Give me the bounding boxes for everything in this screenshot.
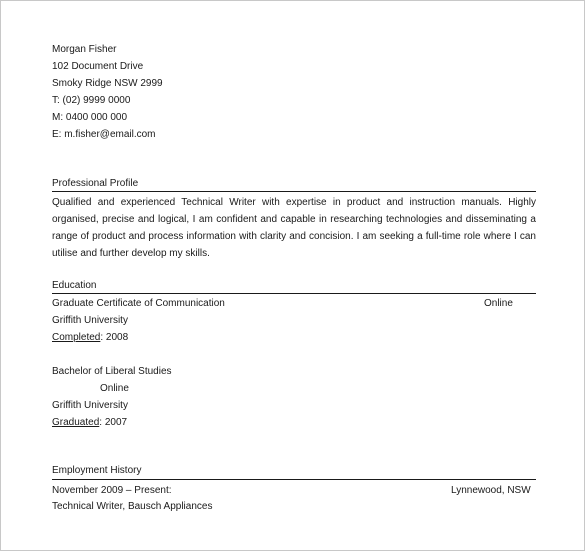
section-heading-profile: Professional Profile	[52, 178, 139, 189]
education-entry-2-status	[52, 417, 127, 429]
education-entry-1-status-label: Completed	[52, 332, 101, 343]
contact-mobile: M: 0400 000 000	[52, 112, 128, 123]
education-entry-1-institution: Griffith University	[52, 315, 128, 326]
profile-paragraph: Qualified and experienced Technical Writer with expertise in product and instruction manuals. Highly organised, precise and logical, I am confident and capable in researching technologies and disseminating a range of product and process information with clarity and concision. I am seeking a full-time role where I can utilise and further develop my skills.	[52, 197, 536, 259]
contact-name: Morgan Fisher	[52, 44, 117, 55]
section-rule-profile	[52, 191, 536, 192]
education-entry-2-mode: Online	[100, 383, 129, 394]
employment-entry-1-role: Technical Writer, Bausch Appliances	[52, 501, 213, 512]
education-entry-1-title: Graduate Certificate of Communication	[52, 298, 225, 309]
section-rule-employment	[52, 479, 536, 480]
contact-address-line2: Smoky Ridge NSW 2999	[52, 78, 163, 89]
education-entry-2-status-year: : 2007	[99, 417, 128, 428]
education-entry-2-status-label: Graduated	[52, 417, 100, 428]
education-entry-1-mode: Online	[484, 298, 513, 309]
section-heading-employment: Employment History	[52, 465, 142, 476]
education-entry-1-status	[52, 332, 128, 344]
education-entry-2-title: Bachelor of Liberal Studies	[52, 366, 172, 377]
employment-entry-1-dates: November 2009 – Present:	[52, 485, 172, 496]
section-heading-education: Education	[52, 280, 97, 291]
employment-entry-1-location: Lynnewood, NSW	[451, 485, 531, 496]
contact-email: E: m.fisher@email.com	[52, 129, 156, 140]
section-rule-education	[52, 293, 536, 294]
contact-phone: T: (02) 9999 0000	[52, 95, 131, 106]
education-entry-2-institution: Griffith University	[52, 400, 128, 411]
education-entry-1-status-year: : 2008	[100, 332, 129, 343]
contact-address-line1: 102 Document Drive	[52, 61, 144, 72]
